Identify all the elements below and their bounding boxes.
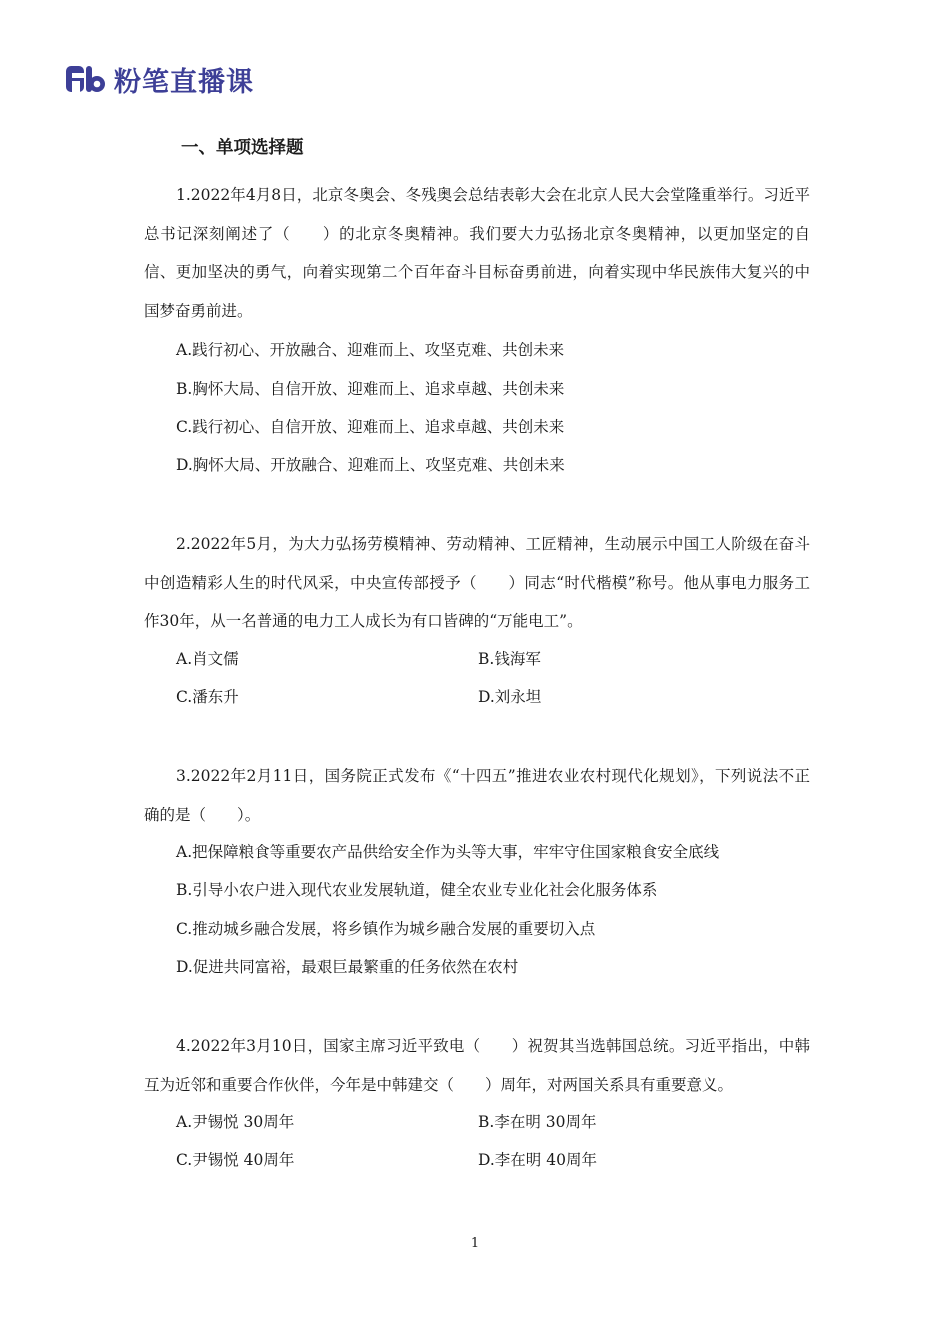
question-1-option-d: D.胸怀大局、开放融合、迎难而上、攻坚克难、共创未来 <box>176 456 565 474</box>
brand-logo <box>66 62 254 96</box>
question-1-option-c: C.践行初心、自信开放、迎难而上、追求卓越、共创未来 <box>176 418 565 436</box>
question-1-option-b: B.胸怀大局、自信开放、迎难而上、追求卓越、共创未来 <box>176 380 565 398</box>
question-2-option-c: C.潘东升 <box>176 688 239 706</box>
question-1-option-a: A.践行初心、开放融合、迎难而上、攻坚克难、共创未来 <box>176 341 565 359</box>
question-4-option-c: C.尹锡悦 40周年 <box>176 1151 295 1169</box>
question-2-stem: 2.2022年5月，为大力弘扬劳模精神、劳动精神、工匠精神，生动展示中国工人阶级在奋斗中创造精彩人生的时代风采，中央宣传部授予（ ）同志“时代楷模”称号。他从事电力服务工作30年，从一名普通的电力工人成长为有口皆碑的“万能电工”。 <box>144 535 810 630</box>
question-2-option-a: A.肖文儒 <box>176 650 239 668</box>
fb-logo-icon <box>66 63 106 95</box>
question-3-option-c: C.推动城乡融合发展，将乡镇作为城乡融合发展的重要切入点 <box>176 920 596 938</box>
question-4-option-d: D.李在明 40周年 <box>478 1151 597 1169</box>
question-4-option-b: B.李在明 30周年 <box>478 1113 597 1131</box>
question-4-stem: 4.2022年3月10日，国家主席习近平致电（ ）祝贺其当选韩国总统。习近平指出，中韩互为近邻和重要合作伙伴，今年是中韩建交（ ）周年，对两国关系具有重要意义。 <box>144 1037 810 1094</box>
question-2-option-b: B.钱海军 <box>478 650 541 668</box>
question-2-option-d: D.刘永坦 <box>478 688 542 706</box>
brand-name: 粉笔直播课 <box>114 66 254 98</box>
question-3-stem: 3.2022年2月11日，国务院正式发布《“十四五”推进农业农村现代化规划》，下列说法不正确的是（ ）。 <box>144 767 810 824</box>
section-title: 一、单项选择题 <box>181 138 304 158</box>
page-number: 1 <box>470 1236 480 1251</box>
question-3-option-d: D.促进共同富裕，最艰巨最繁重的任务依然在农村 <box>176 958 519 976</box>
question-3-option-a: A.把保障粮食等重要农产品供给安全作为头等大事，牢牢守住国家粮食安全底线 <box>176 843 720 861</box>
question-4-option-a: A.尹锡悦 30周年 <box>176 1113 295 1131</box>
question-3-option-b: B.引导小农户进入现代农业发展轨道，健全农业专业化社会化服务体系 <box>176 881 658 899</box>
question-1-stem: 1.2022年4月8日，北京冬奥会、冬残奥会总结表彰大会在北京人民大会堂隆重举行。习近平总书记深刻阐述了（ ）的北京冬奥精神。我们要大力弘扬北京冬奥精神，以更加坚定的自信、更加坚决的勇气，向着实现第二个百年奋斗目标奋勇前进，向着实现中华民族伟大复兴的中国梦奋勇前进。 <box>144 186 810 320</box>
